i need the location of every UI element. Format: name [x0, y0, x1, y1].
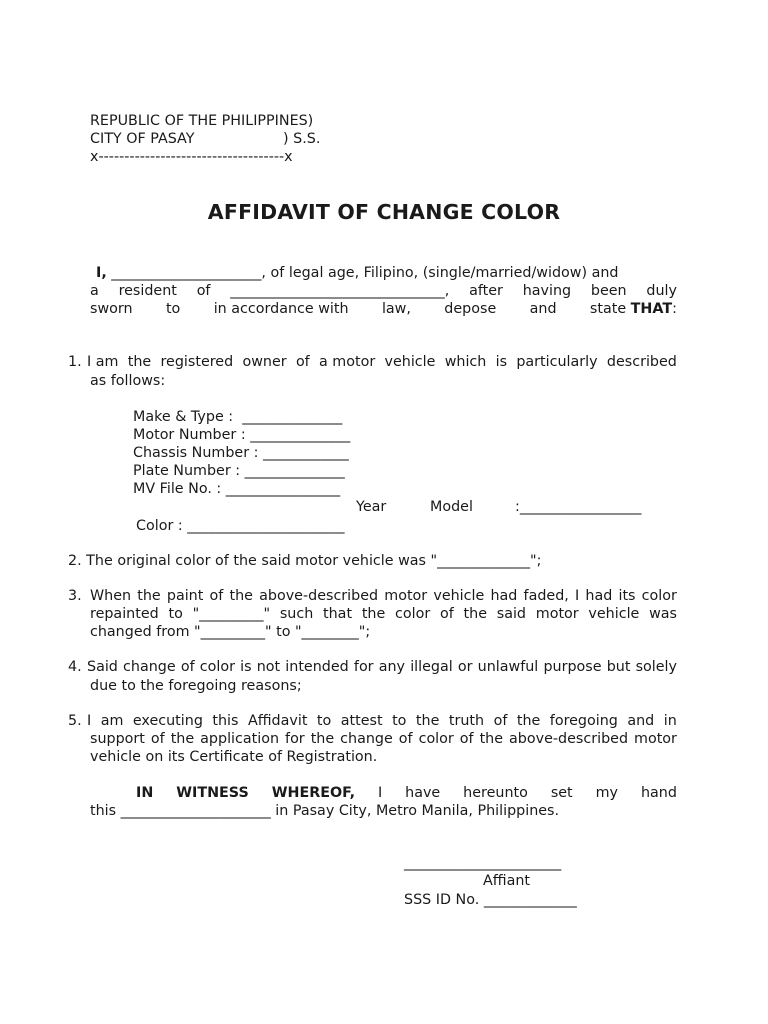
item-1-number: 1. [68, 354, 82, 370]
item-2: 2. The original color of the said motor vehicle was "_____________"; [68, 553, 542, 569]
word: is [240, 659, 252, 675]
sss-id-field: SSS ID No. _____________ [404, 892, 577, 908]
word: to [168, 606, 183, 622]
word: duly [646, 283, 677, 299]
word: my [595, 785, 618, 801]
word: the [479, 731, 504, 747]
word: repainted [90, 606, 159, 622]
word: I [575, 588, 580, 604]
vehicle-make-type: Make & Type : ______________ [133, 409, 343, 425]
word: such [279, 606, 314, 622]
word: the [170, 731, 195, 747]
word: of [196, 283, 211, 299]
word: color [395, 606, 431, 622]
word: the [415, 713, 440, 729]
word: intended [285, 659, 349, 675]
word: been [590, 283, 627, 299]
word: unlawful [477, 659, 539, 675]
word: the [361, 606, 386, 622]
word: I am [87, 354, 119, 370]
word: the [137, 588, 161, 604]
word: attest [340, 713, 383, 729]
word: of [398, 731, 413, 747]
item-1-line-1 [87, 353, 677, 371]
word: of [493, 713, 508, 729]
intro-line-1-text: _____________________, of legal age, Filipino, (single/married/widow) and [106, 265, 619, 281]
item-1-line-2: as follows: [90, 373, 166, 389]
vehicle-color: Color : ______________________ [136, 518, 345, 534]
word: motor [634, 731, 677, 747]
word: for [353, 659, 374, 675]
word: hand [640, 785, 677, 801]
item-4-line-1 [87, 658, 677, 676]
word: in accordance with [213, 301, 349, 317]
item-5-line-2 [90, 730, 677, 748]
document-title: AFFIDAVIT OF CHANGE COLOR [207, 200, 561, 224]
word: owner [242, 354, 287, 370]
word: a motor [319, 354, 376, 370]
word: motor [384, 588, 428, 604]
word: in [663, 713, 677, 729]
word: have [405, 785, 441, 801]
word: sworn [90, 301, 133, 317]
word: this [212, 713, 239, 729]
vehicle-mv-file-no: MV File No. : ________________ [133, 481, 341, 497]
item-5-line-3: vehicle on its Certificate of Registration. [90, 749, 378, 765]
word: described [606, 354, 677, 370]
word: I [377, 785, 383, 801]
vehicle-year-model-blank: :_________________ [515, 499, 642, 515]
intro-line-3 [90, 300, 677, 318]
item-3-line-2 [90, 605, 677, 623]
word: of [150, 731, 165, 747]
word: to [316, 713, 332, 729]
word: WITNESS [176, 785, 249, 801]
word: above-described [509, 731, 629, 747]
word: the [516, 713, 541, 729]
word: the [310, 731, 335, 747]
intro-line-1 [96, 264, 619, 282]
word: support [90, 731, 145, 747]
word: to [392, 713, 407, 729]
word: paint [166, 588, 204, 604]
word: said [496, 606, 527, 622]
word: Said [87, 659, 118, 675]
item-4-line-2: due to the foregoing reasons; [90, 678, 302, 694]
word: which [444, 354, 487, 370]
word: is [495, 354, 508, 370]
word: its [618, 588, 636, 604]
witness-line-1 [136, 784, 677, 802]
caption-ss: ) S.S. [283, 131, 321, 147]
word: motor [535, 606, 579, 622]
word: ______________________________, [230, 283, 450, 299]
word: illegal [410, 659, 453, 675]
word: color [641, 588, 677, 604]
item-3-number: 3. [68, 588, 82, 604]
word: change [340, 731, 393, 747]
word: purpose [543, 659, 602, 675]
item-5-line-1 [87, 712, 677, 730]
word: executing [132, 713, 203, 729]
word: of [180, 659, 195, 675]
intro-line-2 [90, 282, 677, 300]
word: "_________" [192, 606, 271, 622]
vehicle-motor-number: Motor Number : ______________ [133, 427, 351, 443]
word: any [378, 659, 406, 675]
word: above-described [259, 588, 379, 604]
caption-city: CITY OF PASAY [90, 131, 195, 147]
colon: : [672, 301, 677, 317]
word: for [285, 731, 305, 747]
word: foregoing [549, 713, 618, 729]
word: I [87, 713, 92, 729]
word: state [589, 301, 627, 317]
vehicle-chassis-number: Chassis Number : ____________ [133, 445, 349, 461]
word: after [469, 283, 503, 299]
word: color [199, 659, 235, 675]
word: or [457, 659, 473, 675]
word: particularly [516, 354, 598, 370]
word: of [295, 354, 310, 370]
word: having [522, 283, 572, 299]
word: application [200, 731, 280, 747]
word: vehicle [588, 606, 640, 622]
item-3-line-1 [90, 587, 677, 605]
word: IN [136, 785, 154, 801]
word: of [459, 731, 474, 747]
affiant-label: Affiant [483, 873, 531, 889]
vehicle-plate-number: Plate Number : ______________ [133, 463, 345, 479]
word: resident [118, 283, 177, 299]
witness-line-2: this _____________________ in Pasay City, Metro Manila, Philippines. [90, 803, 560, 819]
vehicle-year-label: Year [356, 499, 387, 515]
word: to [165, 301, 181, 317]
word: am [100, 713, 124, 729]
word: had [585, 588, 613, 604]
word: but [606, 659, 631, 675]
word: hereunto [463, 785, 528, 801]
word: the [229, 588, 253, 604]
vehicle-model-label: Model [430, 499, 473, 515]
word: of [209, 588, 224, 604]
word: Affidavit [247, 713, 308, 729]
intro-i: I, [96, 265, 107, 281]
word-that: THAT [630, 301, 673, 317]
word: and [529, 301, 557, 317]
item-3-line-3: changed from "_________" to "________"; [90, 624, 371, 640]
caption-republic: REPUBLIC OF THE PHILIPPINES) [90, 113, 314, 129]
word: registered [160, 354, 234, 370]
word: solely [635, 659, 677, 675]
word: a [90, 283, 99, 299]
word: vehicle [384, 354, 436, 370]
word: faded, [523, 588, 569, 604]
caption-divider: x------------------------------------x [90, 149, 293, 165]
word: the [463, 606, 487, 622]
word: vehicle [433, 588, 485, 604]
item-4-number: 4. [68, 659, 82, 675]
word: truth [448, 713, 485, 729]
item-5-number: 5. [68, 713, 82, 729]
word: the [127, 354, 152, 370]
word: law, [381, 301, 411, 317]
word: color [418, 731, 454, 747]
word: not [256, 659, 281, 675]
word: set [550, 785, 573, 801]
state-that [590, 300, 677, 318]
word: depose [444, 301, 497, 317]
word: and [627, 713, 655, 729]
word: of [440, 606, 454, 622]
affiant-signature-line: ______________________ [404, 855, 562, 871]
word: WHEREOF, [271, 785, 356, 801]
word: When [90, 588, 132, 604]
word: that [323, 606, 353, 622]
word: had [490, 588, 518, 604]
word: was [649, 606, 677, 622]
word: change [123, 659, 176, 675]
